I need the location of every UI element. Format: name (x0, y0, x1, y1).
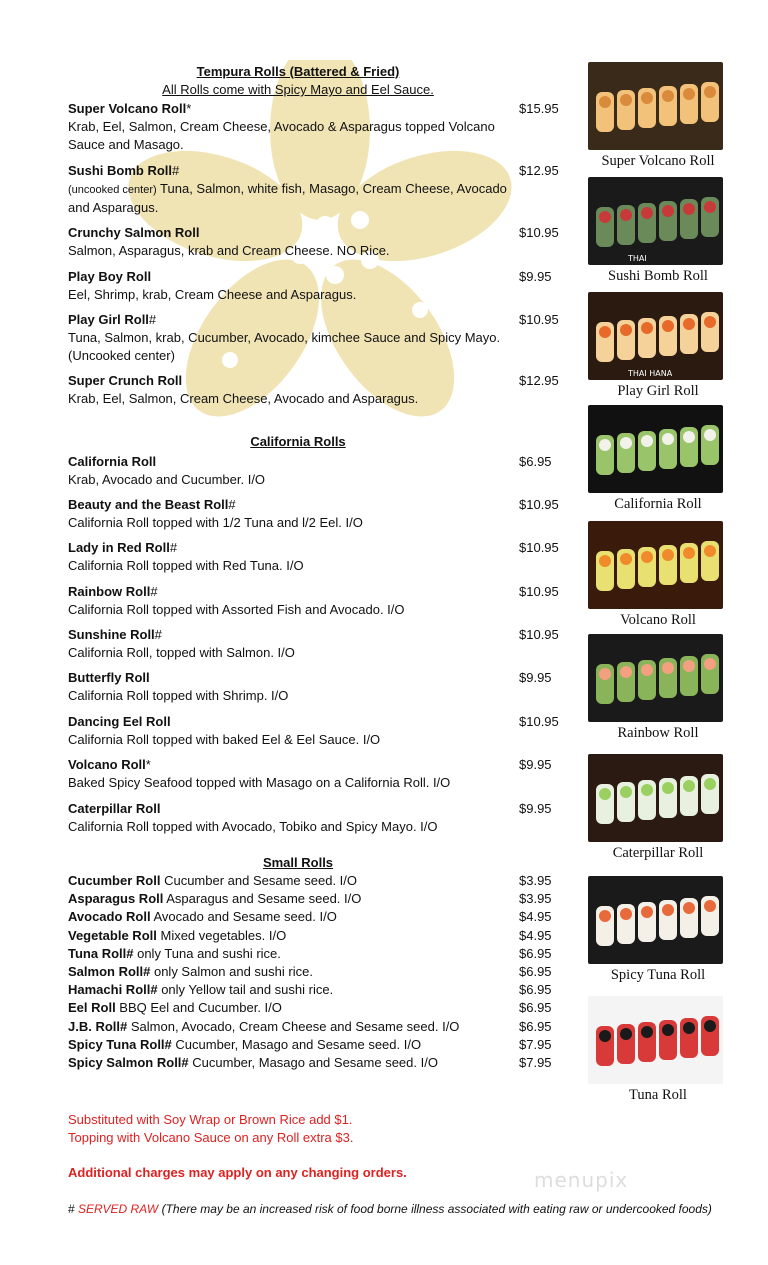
small-roll-row (68, 872, 578, 890)
sushi-topping (704, 201, 716, 213)
menu-photo (588, 405, 733, 513)
sushi-topping (641, 1026, 653, 1038)
photo-caption: Volcano Roll (620, 612, 696, 628)
sushi-topping (662, 782, 674, 794)
sushi-topping (683, 431, 695, 443)
raw-food-disclaimer (68, 1202, 712, 1216)
small-roll-price: $6.95 (519, 945, 552, 961)
menu-item-description: California Roll topped with baked Eel & Eel Sauce. I/O (68, 732, 381, 747)
menu-item-description: California Roll topped with Assorted Fish and Avocado. I/O (68, 602, 405, 617)
small-roll-description: only Tuna and sushi rice. (133, 945, 281, 961)
menu-item-header (68, 583, 578, 601)
small-roll-price: $6.95 (519, 1000, 552, 1016)
small-roll-row (68, 945, 578, 963)
menu-item-name: Sushi Bomb Roll (68, 163, 172, 178)
photo-caption: Tuna Roll (629, 1087, 687, 1103)
photo-caption: Super Volcano Roll (601, 153, 715, 169)
photo-graphic (588, 996, 723, 1084)
menu-item-description: Tuna, Salmon, krab, Cucumber, Avocado, kimchee Sauce and Spicy Mayo. (Uncooked center) (68, 330, 501, 363)
small-roll-name: Eel Roll (68, 1000, 116, 1016)
tempura-item (68, 224, 578, 260)
photo-graphic (588, 876, 723, 964)
california-item (68, 496, 578, 532)
small-roll-name: Spicy Tuna Roll# (68, 1036, 172, 1052)
sushi-topping (704, 429, 716, 441)
small-roll-name: Asparagus Roll (68, 891, 164, 907)
volcano-roll-photo (588, 62, 723, 150)
sushi-topping (704, 658, 716, 670)
small-roll-price: $7.95 (519, 1054, 552, 1070)
small-roll-description: Cucumber, Masago and Sesame seed. I/O (171, 1036, 422, 1052)
menu-item-header (68, 224, 578, 242)
menu-item-description: Baked Spicy Seafood topped with Masago on a California Roll. I/O (68, 775, 451, 790)
menu-photo (588, 292, 733, 400)
sushi-topping (683, 1022, 695, 1034)
menu-photo (588, 876, 733, 984)
sushi-topping (683, 203, 695, 215)
small-roll-price: $7.95 (519, 1036, 552, 1052)
sushi-topping (641, 92, 653, 104)
volcano-topping-note: Topping with Volcano Sauce on any Roll extra $3. (68, 1130, 354, 1145)
small-roll-row (68, 890, 578, 908)
menu-item-price: $9.95 (519, 757, 552, 772)
menu-item-description: California Roll topped with 1/2 Tuna and l/2 Eel. I/O (68, 515, 363, 530)
sushi-topping (662, 320, 674, 332)
tempura-item (68, 268, 578, 304)
menu-item-description: Krab, Eel, Salmon, Cream Cheese, Avocado & Asparagus topped Volcano Sauce and Masago. (68, 119, 495, 152)
california-item (68, 669, 578, 705)
sushi-topping (620, 1028, 632, 1040)
photo-graphic (588, 754, 723, 842)
menu-item-mark: # (150, 584, 158, 599)
california-section-title: California Rolls (250, 434, 346, 449)
sushi-topping (683, 660, 695, 672)
california-item (68, 583, 578, 619)
menu-item-name: Play Boy Roll (68, 269, 152, 284)
small-roll-price: $4.95 (519, 909, 552, 925)
small-roll-price: $6.95 (519, 1018, 552, 1034)
menu-item-price: $6.95 (519, 454, 552, 469)
menu-item-name: Rainbow Roll (68, 584, 151, 599)
tempura-item (68, 372, 578, 408)
sushi-topping (683, 318, 695, 330)
menu-item-name: Super Crunch Roll (68, 373, 183, 388)
small-roll-price: $3.95 (519, 891, 552, 907)
california-roll-photo (588, 405, 723, 493)
sushi-topping (620, 94, 632, 106)
menupix-watermark: menupix (534, 1168, 629, 1192)
menu-item-header (68, 311, 578, 329)
california-item (68, 453, 578, 489)
small-roll-price: $6.95 (519, 982, 552, 998)
menu-item-name: Lady in Red Roll (68, 540, 170, 555)
sushi-topping (620, 209, 632, 221)
menu-item-price: $15.95 (519, 101, 559, 116)
sushi-topping (683, 902, 695, 914)
footer-disclaimer-text: (There may be an increased risk of food borne illness associated with eating raw or undercooked foods) (158, 1202, 712, 1216)
sushi-topping (704, 900, 716, 912)
menu-item-name: Crunchy Salmon Roll (68, 225, 200, 240)
small-roll-description: only Salmon and sushi rice. (150, 963, 313, 979)
sushi-topping (662, 1024, 674, 1036)
menu-item-price: $10.95 (519, 714, 559, 729)
sushi-topping (641, 906, 653, 918)
menu-item-header (68, 539, 578, 557)
small-roll-row (68, 963, 578, 981)
small-roll-description: Avocado and Sesame seed. I/O (150, 909, 337, 925)
caterpillar-roll-photo (588, 754, 723, 842)
menu-item-description: California Roll, topped with Salmon. I/O (68, 645, 295, 660)
tempura-item (68, 100, 578, 154)
photo-banner-text: THAI (628, 254, 647, 263)
menu-item-price: $10.95 (519, 497, 559, 512)
footer-hash: # (68, 1202, 79, 1216)
menu-item-header (68, 626, 578, 644)
sushi-topping (599, 96, 611, 108)
small-roll-name: Cucumber Roll (68, 873, 161, 888)
small-roll-row (68, 908, 578, 926)
menu-photo (588, 521, 733, 629)
photo-graphic (588, 521, 723, 609)
small-roll-row (68, 1018, 578, 1036)
menu-item-note: (uncooked center) (68, 184, 157, 196)
rainbow-roll-photo (588, 634, 723, 722)
small-roll-name: Avocado Roll (68, 909, 151, 925)
small-roll-row (68, 981, 578, 999)
sushi-topping (641, 664, 653, 676)
photo-graphic (588, 177, 723, 265)
sushi-topping (704, 545, 716, 557)
tempura-item (68, 311, 578, 365)
spicy-tuna-photo (588, 876, 723, 964)
menu-photo (588, 634, 733, 742)
sushi-topping (683, 547, 695, 559)
served-raw-label: SERVED RAW (78, 1202, 159, 1216)
photo-caption: Sushi Bomb Roll (608, 268, 708, 284)
photo-caption: Play Girl Roll (617, 383, 699, 399)
small-roll-name: Tuna Roll# (68, 945, 134, 961)
menu-item-header (68, 669, 578, 687)
menu-item-price: $12.95 (519, 163, 559, 178)
menu-item-description: California Roll topped with Shrimp. I/O (68, 688, 289, 703)
sushi-topping (641, 435, 653, 447)
california-item (68, 626, 578, 662)
tempura-section-title: Tempura Rolls (Battered & Fried) (196, 64, 400, 79)
small-rolls-list (68, 872, 578, 1072)
substitution-note: Substituted with Soy Wrap or Brown Rice add $1. (68, 1112, 353, 1127)
photo-graphic (588, 405, 723, 493)
menu-item-description: Eel, Shrimp, krab, Cream Cheese and Asparagus. (68, 287, 357, 302)
sushi-topping (704, 778, 716, 790)
sushi-topping (620, 553, 632, 565)
sushi-topping (704, 316, 716, 328)
small-section-title: Small Rolls (262, 855, 334, 870)
sushi-topping (620, 666, 632, 678)
menu-item-name: Sunshine Roll (68, 627, 155, 642)
menu-item-mark: # (154, 627, 162, 642)
menu-photo (588, 754, 733, 862)
additional-charges-note: Additional charges may apply on any changing orders. (68, 1165, 407, 1180)
small-roll-row (68, 1054, 578, 1072)
menu-item-header (68, 268, 578, 286)
menu-item-price: $10.95 (519, 540, 559, 555)
sushi-topping (620, 786, 632, 798)
sushi-topping (599, 668, 611, 680)
photo-caption: California Roll (614, 496, 702, 512)
menu-item-name: Beauty and the Beast Roll (68, 497, 229, 512)
small-roll-name: Spicy Salmon Roll# (68, 1054, 189, 1070)
menu-item-name: Butterfly Roll (68, 670, 150, 685)
menu-item-price: $9.95 (519, 269, 552, 284)
menu-item-name: Play Girl Roll (68, 312, 149, 327)
menu-item-header (68, 100, 578, 118)
menu-item-price: $10.95 (519, 225, 559, 240)
sushi-topping (599, 326, 611, 338)
menu-item-description: Krab, Avocado and Cucumber. I/O (68, 472, 266, 487)
menu-item-name: Dancing Eel Roll (68, 714, 171, 729)
sushi-topping (620, 437, 632, 449)
small-roll-name: Hamachi Roll# (68, 982, 158, 998)
sushi-topping (599, 1030, 611, 1042)
menu-item-description: California Roll topped with Red Tuna. I/O (68, 558, 304, 573)
sushi-topping (662, 205, 674, 217)
menu-item-mark: # (148, 312, 157, 327)
menu-item-header (68, 800, 578, 818)
small-roll-price: $6.95 (519, 963, 552, 979)
menu-item-description: (uncooked center) Tuna, Salmon, white fish, Masago, Cream Cheese, Avocado and Asparagus. (68, 181, 507, 215)
small-roll-description: BBQ Eel and Cucumber. I/O (115, 1000, 282, 1016)
menu-item-header (68, 162, 578, 180)
sushi-topping (662, 90, 674, 102)
menu-item-name: Super Volcano Roll (68, 101, 187, 116)
tuna-roll-photo (588, 996, 723, 1084)
sushi-topping (662, 904, 674, 916)
sushi-topping (599, 910, 611, 922)
photo-graphic (588, 62, 723, 150)
sushi-topping (641, 322, 653, 334)
menu-photo (588, 177, 733, 285)
sushi-topping (662, 662, 674, 674)
sushi-topping (683, 88, 695, 100)
menu-item-header (68, 372, 578, 390)
sushi-topping (599, 211, 611, 223)
sushi-topping (641, 784, 653, 796)
sushi-topping (662, 433, 674, 445)
photo-graphic (588, 634, 723, 722)
menu-item-mark: # (172, 163, 180, 178)
menu-photo (588, 996, 733, 1104)
menu-item-mark: # (169, 540, 178, 555)
menu-item-price: $9.95 (519, 670, 552, 685)
menu-item-price: $10.95 (519, 312, 559, 327)
menu-item-mark: # (228, 497, 236, 512)
volcano-photo (588, 521, 723, 609)
small-roll-row (68, 999, 578, 1017)
menu-item-header (68, 756, 578, 774)
menu-item-description: Krab, Eel, Salmon, Cream Cheese, Avocado and Asparagus. (68, 391, 419, 406)
small-roll-description: Cucumber, Masago and Sesame seed. I/O (188, 1054, 438, 1070)
small-roll-name: Vegetable Roll (68, 927, 157, 943)
menu-item-price: $10.95 (519, 584, 559, 599)
small-roll-description: only Yellow tail and sushi rice. (157, 982, 334, 998)
menu-item-header (68, 713, 578, 731)
menu-photo (588, 62, 733, 170)
sushi-topping (620, 324, 632, 336)
play-girl-photo (588, 292, 723, 380)
sushi-topping (662, 549, 674, 561)
sushi-topping (641, 207, 653, 219)
small-roll-description: Mixed vegetables. I/O (156, 927, 287, 943)
small-roll-price: $3.95 (519, 873, 552, 888)
sushi-topping (599, 555, 611, 567)
california-item (68, 713, 578, 749)
photo-caption: Spicy Tuna Roll (610, 967, 706, 983)
menu-item-header (68, 496, 578, 514)
photo-graphic (588, 292, 723, 380)
menu-item-mark: * (186, 101, 192, 116)
sushi-topping (704, 86, 716, 98)
small-roll-description: Salmon, Avocado, Cream Cheese and Sesame seed. I/O (127, 1018, 460, 1034)
menu-item-description: Salmon, Asparagus, krab and Cream Cheese. NO Rice. (68, 243, 390, 258)
california-item (68, 756, 578, 792)
small-roll-row (68, 1036, 578, 1054)
sushi-topping (620, 908, 632, 920)
sushi-topping (641, 551, 653, 563)
menu-item-description: California Roll topped with Avocado, Tobiko and Spicy Mayo. I/O (68, 819, 438, 834)
small-roll-price: $4.95 (519, 927, 552, 943)
menu-item-price: $12.95 (519, 373, 559, 388)
sushi-topping (599, 788, 611, 800)
tempura-item (68, 162, 578, 217)
photo-banner-text: THAI HANA (628, 369, 673, 378)
california-item (68, 800, 578, 836)
california-item (68, 539, 578, 575)
menu-item-name: Caterpillar Roll (68, 801, 161, 816)
sushi-topping (683, 780, 695, 792)
small-roll-name: Salmon Roll# (68, 963, 151, 979)
menu-item-price: $10.95 (519, 627, 559, 642)
menu-item-header (68, 453, 578, 471)
small-roll-description: Asparagus and Sesame seed. I/O (163, 891, 362, 907)
tempura-section-subtitle: All Rolls come with Spicy Mayo and Eel Sauce. (162, 82, 434, 97)
sushi-topping (704, 1020, 716, 1032)
menu-item-name: Volcano Roll (68, 757, 146, 772)
menu-item-price: $9.95 (519, 801, 552, 816)
photo-caption: Rainbow Roll (617, 725, 699, 741)
small-roll-name: J.B. Roll# (68, 1018, 128, 1034)
sushi-bomb-photo (588, 177, 723, 265)
sushi-topping (599, 439, 611, 451)
menu-item-mark: * (145, 757, 151, 772)
small-roll-row (68, 927, 578, 945)
small-roll-description: Cucumber and Sesame seed. I/O (160, 873, 358, 888)
photo-caption: Caterpillar Roll (612, 845, 704, 861)
menu-item-name: California Roll (68, 454, 157, 469)
